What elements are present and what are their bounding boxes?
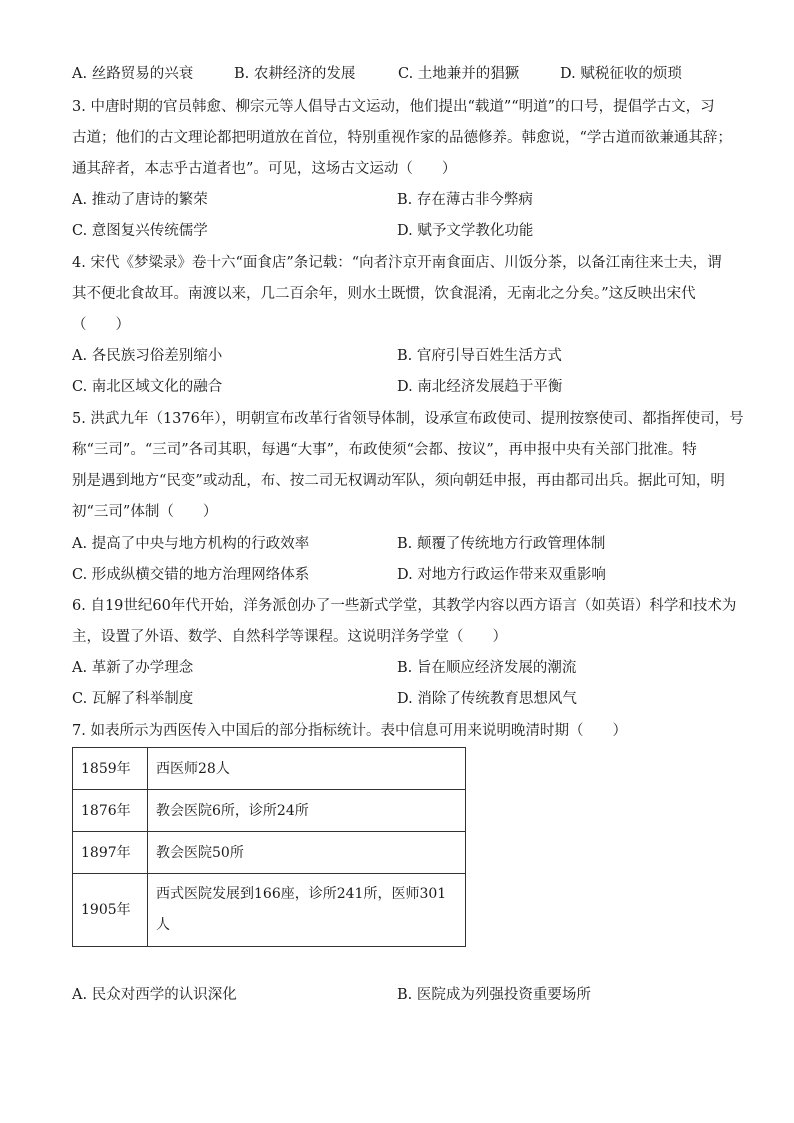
q5-option-c[interactable]: C. 形成纵横交错的地方治理网络体系 — [72, 567, 310, 583]
q6-stem-line-2: 主，设置了外语、数学、自然科学等课程。这说明洋务学堂（ ） — [72, 629, 507, 645]
table-row — [73, 874, 466, 947]
q4-option-a[interactable]: A. 各民族习俗差别缩小 — [72, 348, 223, 364]
table-row — [73, 748, 466, 790]
q3-option-a[interactable]: A. 推动了唐诗的繁荣 — [72, 192, 208, 208]
q7-data-table — [72, 747, 466, 947]
q3-option-b[interactable]: B. 存在薄古非今弊病 — [397, 192, 533, 208]
q5-stem-line-1: 5. 洪武九年（1376年），明朝宣布改革行省领导体制，设承宣布政使司、提刑按察使司、都指挥使司，号 — [72, 411, 744, 427]
q2-option-b[interactable]: B. 农耕经济的发展 — [234, 66, 356, 82]
q2-option-d[interactable]: D. 赋税征收的烦琐 — [560, 66, 682, 82]
table-row — [73, 832, 466, 874]
table-content-line: 西式医院发展到166座，诊所241所，医师301 — [156, 886, 447, 902]
q4-option-d[interactable]: D. 南北经济发展趋于平衡 — [397, 379, 563, 395]
table-content-cell: 西医师28人 — [148, 748, 466, 790]
table-year-cell: 1876年 — [73, 790, 148, 832]
q6-option-a[interactable]: A. 革新了办学理念 — [72, 660, 194, 676]
table-content-line: 人 — [156, 917, 170, 933]
q6-option-c[interactable]: C. 瓦解了科举制度 — [72, 691, 194, 707]
q5-option-a[interactable]: A. 提高了中央与地方机构的行政效率 — [72, 536, 310, 552]
q3-option-d[interactable]: D. 赋予文学教化功能 — [397, 223, 534, 239]
q4-option-c[interactable]: C. 南北区域文化的融合 — [72, 379, 223, 395]
q3-stem-line-3: 通其辞者，本志乎古道者也”。可见，这场古文运动（ ） — [72, 161, 457, 177]
q5-stem-line-2: 称“三司”。“三司”各司其职，每遇“大事”，布政使须“会都、按议”，再申报中央有关部门批准。特 — [72, 442, 697, 458]
q3-stem-line-1: 3. 中唐时期的官员韩愈、柳宗元等人倡导古文运动，他们提出“载道”“明道”的口号，提倡学古文，习 — [72, 99, 715, 115]
q4-option-b[interactable]: B. 官府引导百姓生活方式 — [397, 348, 562, 364]
q6-option-b[interactable]: B. 旨在顺应经济发展的潮流 — [397, 660, 577, 676]
q6-stem-line-1: 6. 自19世纪60年代开始，洋务派创办了一些新式学堂，其教学内容以西方语言（如英语）科学和技术为 — [72, 598, 737, 614]
q6-option-d[interactable]: D. 消除了传统教育思想风气 — [397, 691, 577, 707]
table-year-cell: 1905年 — [73, 874, 148, 947]
q2-option-a[interactable]: A. 丝路贸易的兴衰 — [72, 66, 194, 82]
table-content-cell: 教会医院6所，诊所24所 — [148, 790, 466, 832]
q2-options — [72, 64, 722, 84]
q7-option-b[interactable]: B. 医院成为列强投资重要场所 — [397, 987, 591, 1003]
table-year-cell: 1897年 — [73, 832, 148, 874]
q2-option-c[interactable]: C. 土地兼并的猖獗 — [398, 66, 520, 82]
q3-option-c[interactable]: C. 意图复兴传统儒学 — [72, 223, 208, 239]
q7-stem: 7. 如表所示为西医传入中国后的部分指标统计。表中信息可用来说明晚清时期（ ） — [72, 723, 627, 739]
table-content-cell: 教会医院50所 — [148, 832, 466, 874]
q4-stem-line-2: 其不便北食故耳。南渡以来，几二百余年，则水土既惯，饮食混淆，无南北之分矣。”这反映出宋代 — [72, 286, 696, 302]
q4-stem-line-3: （ ） — [72, 317, 130, 333]
q5-stem-line-3: 别是遇到地方“民变”或动乱，布、按二司无权调动军队，须向朝廷申报，再由都司出兵。据此可知，明 — [72, 473, 725, 489]
q5-option-d[interactable]: D. 对地方行政运作带来双重影响 — [397, 567, 606, 583]
table-content-cell — [148, 874, 466, 947]
table-year-cell: 1859年 — [73, 748, 148, 790]
q3-stem-line-2: 古道；他们的古文理论都把明道放在首位，特别重视作家的品德修养。韩愈说，“学古道而欲兼通其辞； — [72, 130, 732, 146]
q5-option-b[interactable]: B. 颠覆了传统地方行政管理体制 — [397, 536, 606, 552]
q7-option-a[interactable]: A. 民众对西学的认识深化 — [72, 987, 237, 1003]
table-row — [73, 790, 466, 832]
q5-stem-line-4: 初“三司”体制（ ） — [72, 504, 218, 520]
q4-stem-line-1: 4. 宋代《梦粱录》卷十六“面食店”条记载：“向者汴京开南食面店、川饭分茶，以备江南往来士夫，谓 — [72, 255, 722, 271]
